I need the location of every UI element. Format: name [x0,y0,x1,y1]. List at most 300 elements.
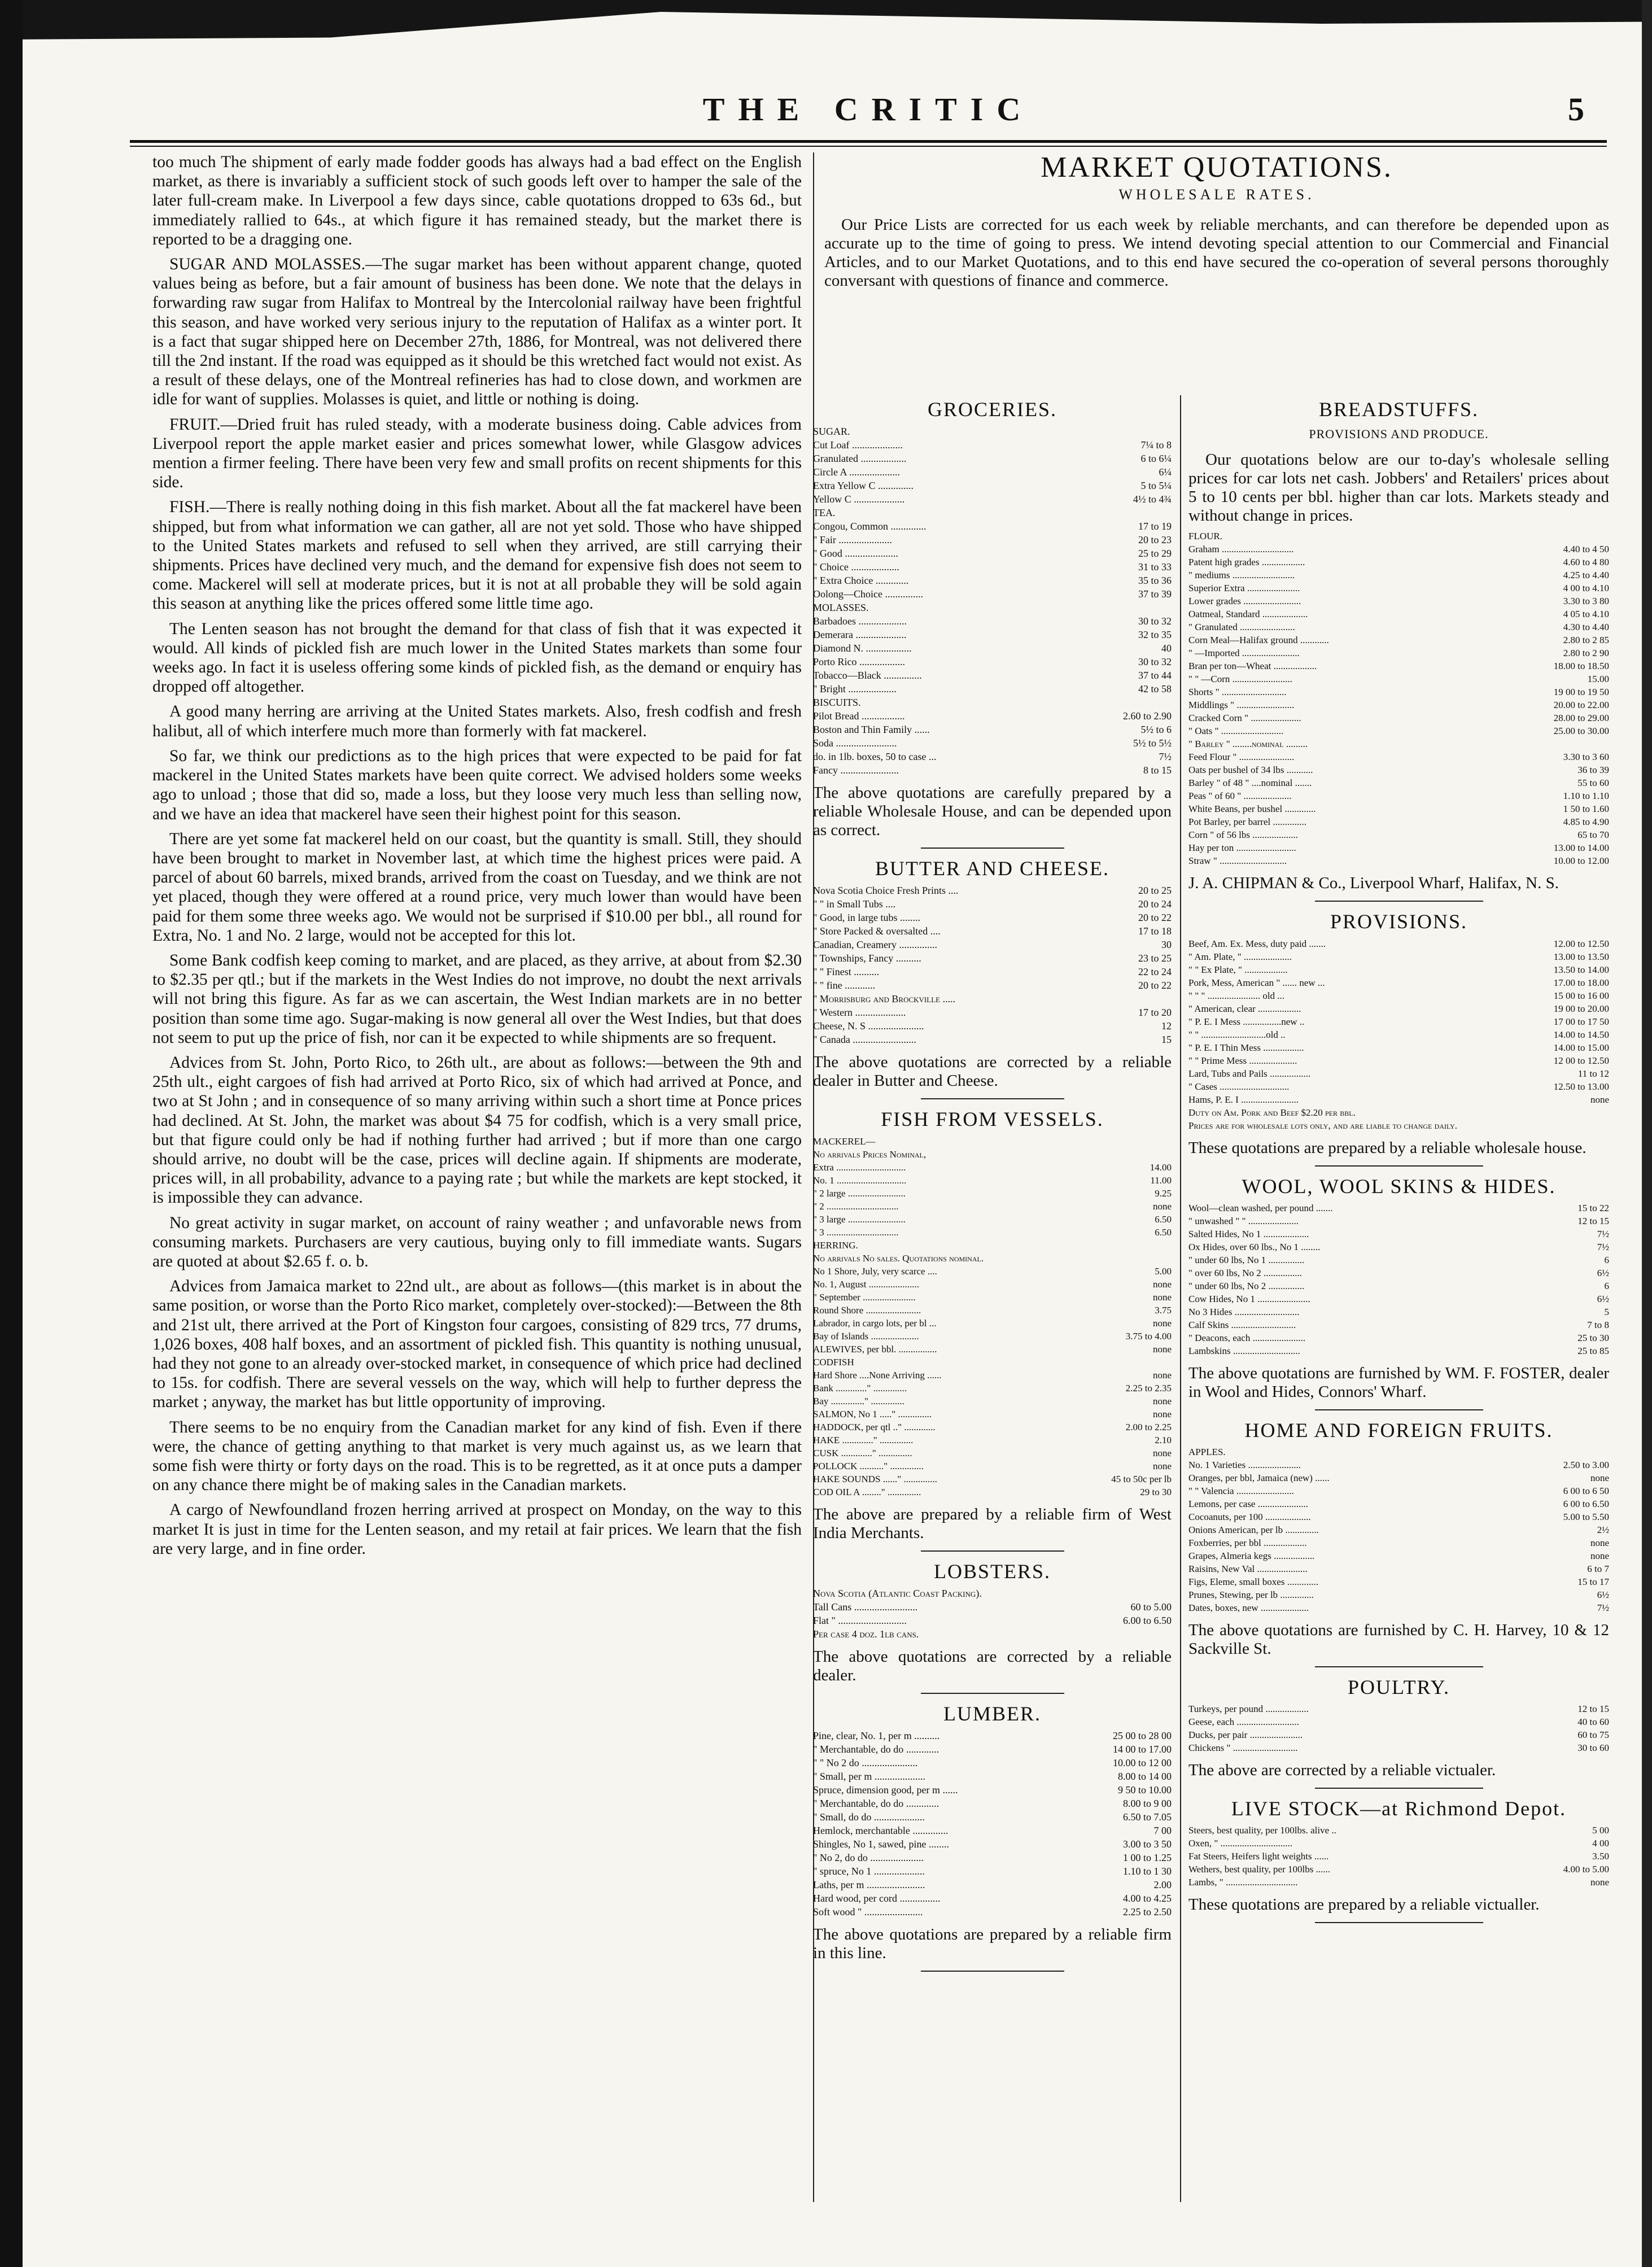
item-price: 6 [1604,1280,1609,1291]
price-row [1188,1106,1609,1119]
item-label: Soft wood " ....................... [813,1906,923,1918]
item-price: none [1152,1291,1172,1303]
lumber-note: The above quotations are prepared by a reliable firm in this line. [813,1925,1172,1963]
price-row [1188,647,1609,659]
item-price: 12.50 to 13.00 [1553,1081,1609,1092]
item-price: 4.40 to 4 50 [1563,544,1609,555]
item-label: Demerara .................... [813,629,907,641]
item-price: 20 to 25 [1138,885,1172,897]
item-price: 11.00 [1150,1174,1172,1186]
scan-edge-right [1642,0,1652,2267]
item-label: HADDOCK, per qtl .." ............. [813,1421,936,1432]
price-row [813,533,1172,547]
item-label: Graham .............................. [1188,544,1294,555]
price-row [1188,1202,1609,1215]
market-title: MARKET QUOTATIONS. [1041,151,1393,184]
price-row [1188,1837,1609,1850]
item-label: Superior Extra ...................... [1188,583,1300,594]
item-label: " P. E. I Thin Mess ................. [1188,1042,1304,1053]
groceries-note: The above quotations are carefully prepared by a reliable Wholesale House, and can be depended upon as correct. [813,784,1172,840]
item-price: 19 00 to 20.00 [1553,1003,1609,1014]
item-price: 20 to 23 [1138,534,1172,546]
breadstuffs-subtitle: PROVISIONS AND PRODUCE. [1309,427,1489,442]
lobsters-note: The above quotations are corrected by a reliable dealer. [813,1647,1172,1684]
price-row [813,1851,1172,1864]
price-row [813,1810,1172,1824]
item-price: 6½ [1597,1293,1609,1304]
price-row [813,465,1172,479]
item-price: 13.00 to 13.50 [1553,951,1609,962]
item-price: 30 [1161,939,1172,951]
price-row [813,1330,1172,1343]
item-price: 40 [1161,643,1172,654]
price-row [813,1252,1172,1265]
section-rule [1315,1409,1483,1410]
wool-section [1188,1174,1609,1410]
item-price: 10.00 to 12 00 [1112,1757,1172,1769]
item-label: Oranges, per bbl, Jamaica (new) ...... [1188,1473,1330,1484]
price-row [1188,608,1609,621]
item-label: " —Imported ........................ [1188,648,1300,659]
item-price: 3.30 to 3 80 [1563,596,1609,607]
price-row [1188,1054,1609,1067]
item-price: 6 to 6¼ [1140,453,1172,465]
item-price: 42 to 58 [1138,683,1172,695]
price-row [813,1278,1172,1291]
price-row [1188,1445,1609,1458]
price-row [1188,582,1609,595]
price-row [1188,750,1609,763]
livestock-section [1188,1799,1609,1923]
article-paragraph: No great activity in sugar market, on account of rainy weather ; and unfavorable news from consuming markets. Purchasers are very cautious, buying only to fill immediate wants. Sugars are quoted at about $2.65 f. o. b. [152,1213,802,1270]
price-row [1188,685,1609,698]
price-row [813,1200,1172,1213]
item-price: 19 00 to 19 50 [1553,687,1609,698]
price-row [813,1265,1172,1278]
price-row [813,1239,1172,1252]
price-row [1188,634,1609,647]
item-label: Lambs, " .............................. [1188,1877,1298,1888]
item-price: 35 to 36 [1138,575,1172,587]
price-row [813,992,1172,1006]
item-label: SALMON, No 1 ....." .............. [813,1408,932,1419]
breadstuffs-section [1188,400,1609,902]
butter-price-table [813,884,1172,1046]
item-label: Shorts " ........................... [1188,687,1287,698]
item-label: Chickens " ........................... [1188,1742,1298,1754]
item-price: 37 to 44 [1138,670,1172,682]
item-price: 3.30 to 3 60 [1563,752,1609,763]
item-price: 2.80 to 2 90 [1563,648,1609,659]
item-label: Fat Steers, Heifers light weights ...... [1188,1851,1329,1862]
item-price: 3.75 to 4.00 [1125,1330,1172,1342]
price-row [813,1824,1172,1837]
price-row [813,425,1172,438]
price-row [813,1770,1172,1783]
item-label: Cheese, N. S ...................... [813,1020,924,1032]
price-row [813,911,1172,924]
item-price: 7 to 8 [1587,1319,1609,1330]
item-price: 5 to 5¼ [1140,480,1172,492]
item-price: 7½ [1159,751,1172,763]
price-row [813,1382,1172,1395]
wool-title: WOOL, WOOL SKINS & HIDES. [1242,1174,1556,1198]
item-label: HAKE SOUNDS ......" .............. [813,1473,937,1484]
item-label: Calf Skins ........................... [1188,1319,1296,1330]
item-price: 17 00 to 17 50 [1553,1016,1609,1027]
groceries-title: GROCERIES. [927,398,1057,421]
item-price: 15 [1161,1034,1172,1046]
item-price: 7 00 [1153,1825,1172,1837]
item-price: 2.25 to 2.50 [1122,1906,1172,1918]
item-label: " P. E. I Mess ................new .. [1188,1016,1305,1027]
item-price: 65 to 70 [1577,829,1609,841]
item-label: Turkeys, per pound .................. [1188,1703,1309,1715]
item-label: Nova Scotia Choice Fresh Prints .... [813,885,959,897]
item-price: 6½ [1597,1267,1609,1278]
price-row [1188,1471,1609,1484]
item-label: Cow Hides, No 1 ...................... [1188,1293,1310,1304]
item-label: Patent high grades .................. [1188,557,1305,568]
item-label: Straw " ............................ [1188,855,1287,867]
item-price: 17 to 19 [1138,521,1172,532]
item-price: 18.00 to 18.50 [1553,661,1609,672]
item-label: " Merchantable, do do ............. [813,1744,939,1755]
price-row [813,938,1172,951]
fruits-note: The above quotations are furnished by C. H. Harvey, 10 & 12 Sackville St. [1188,1621,1609,1658]
item-label: Prices are for wholesale lots only, and are liable to change daily. [1188,1120,1458,1131]
item-price: none [1590,1550,1609,1562]
item-label: MOLASSES. [813,602,869,614]
item-price: 3.75 [1155,1304,1172,1316]
price-row [1188,1215,1609,1228]
item-label: " Choice ................... [813,561,899,573]
item-label: " Am. Plate, " .................... [1188,951,1292,962]
item-price: 25 to 85 [1577,1345,1609,1356]
item-price: 20.00 to 22.00 [1553,700,1609,711]
item-label: Beef, Am. Ex. Mess, duty paid ....... [1188,938,1326,949]
price-row [813,1627,1172,1641]
fruits-section [1188,1418,1609,1667]
item-label: Diamond N. .................. [813,643,912,654]
price-row [1188,1536,1609,1549]
item-label: " Good ..................... [813,548,898,560]
item-label: Nova Scotia (Atlantic Coast Packing). [813,1587,982,1599]
item-label: No arrivals No sales. Quotations nominal. [813,1252,984,1264]
item-label: Figs, Eleme, small boxes ............. [1188,1576,1318,1588]
item-label: FLOUR. [1188,531,1222,542]
item-label: Feed Flour " ....................... [1188,752,1295,763]
quotes-left-subcolumn [813,390,1172,1977]
section-rule [1315,1165,1483,1167]
price-row [813,1864,1172,1878]
item-label: Pilot Bread ................. [813,710,905,722]
item-label: " " ...........................old .. [1188,1029,1286,1040]
price-row [1188,569,1609,582]
item-label: " September ...................... [813,1291,916,1303]
price-row [813,479,1172,492]
item-price: none [1152,1460,1172,1471]
item-label: Extra Yellow C .............. [813,480,914,492]
item-label: Steers, best quality, per 100lbs. alive .. [1188,1825,1336,1836]
item-label: Barbadoes ................... [813,615,907,627]
item-label: POLLOCK .........." .............. [813,1460,924,1471]
item-label: Bay of Islands .................... [813,1330,919,1342]
item-label: Circle A .................... [813,466,900,478]
item-label: " mediums .......................... [1188,570,1295,581]
price-row [813,492,1172,506]
article-paragraph: A cargo of Newfoundland frozen herring arrived at prospect on Monday, on the way to this market It is just in time for the Lenten season, and my retail at fair prices. We learn that the fish are very large, and in fine order. [152,1501,802,1558]
price-row [813,1756,1172,1770]
item-price: 2.00 [1153,1879,1172,1891]
item-label: Hemlock, merchantable .............. [813,1825,949,1837]
item-price: 25 to 30 [1577,1332,1609,1343]
price-row [813,587,1172,601]
item-price: 1 50 to 1.60 [1563,803,1609,815]
price-row [813,709,1172,723]
item-price: 6 [1604,1254,1609,1265]
price-row [1188,1458,1609,1471]
price-row [1188,1549,1609,1562]
item-price: 5½ to 5½ [1133,737,1172,749]
item-price: none [1152,1343,1172,1355]
item-label: Round Shore ....................... [813,1304,921,1316]
price-row [813,1421,1172,1434]
price-row [1188,1824,1609,1837]
butter-note: The above quotations are corrected by a reliable dealer in Butter and Cheese. [813,1053,1172,1090]
price-row [1188,1728,1609,1741]
item-label: Pork, Mess, American " ...... new ... [1188,977,1325,988]
section-rule [921,848,1064,849]
section-rule [1315,1666,1483,1667]
provisions-title: PROVISIONS. [1330,910,1468,933]
price-row [813,884,1172,897]
price-row [1188,737,1609,750]
breadstuffs-price-table [1188,530,1609,867]
item-price: none [1590,1537,1609,1549]
section-rule [1315,1922,1483,1923]
price-row [1188,1510,1609,1523]
item-price: 8 to 15 [1143,765,1172,776]
poultry-note: The above are corrected by a reliable victualer. [1188,1761,1496,1780]
price-row [1188,543,1609,556]
item-label: Shingles, No 1, sawed, pine ........ [813,1838,949,1850]
masthead [130,90,1607,130]
item-label: Pot Barley, per barrel .............. [1188,816,1306,828]
item-label: " " —Corn ......................... [1188,674,1292,685]
item-price: 22 to 24 [1138,966,1172,978]
section-rule [1315,901,1483,902]
item-label: Wool—clean washed, per pound ....... [1188,1202,1333,1213]
price-row [1188,698,1609,711]
item-label: Oxen, " .............................. [1188,1838,1293,1849]
item-label: Barley " of 48 " ....nominal ....... [1188,777,1312,789]
item-label: " " in Small Tubs .... [813,898,896,910]
item-label: " Granulated ....................... [1188,622,1295,633]
price-row [813,1486,1172,1499]
item-price: 13.50 to 14.00 [1553,964,1609,975]
item-price: 6.50 [1155,1226,1172,1238]
price-row [813,1148,1172,1161]
price-row [1188,1702,1609,1715]
item-label: Geese, each .......................... [1188,1716,1299,1728]
item-price: 4½ to 4¾ [1133,493,1172,505]
item-price: 23 to 25 [1138,953,1172,964]
item-label: Hard wood, per cord ................ [813,1893,941,1905]
article-paragraph: There seems to be no enquiry from the Canadian market for any kind of fish. Even if there were, the chance of getting anything to that market is very much against us, as we learn that some fish were thirty or forty days on the road. This is to be regretted, as it at once puts a damper on any chance there might be of making sales in the Canadian markets. [152,1418,802,1495]
item-label: " " Prime Mess .................... [1188,1055,1297,1066]
market-quotations [824,152,1609,295]
item-label: Laths, per m ....................... [813,1879,925,1891]
price-row [813,601,1172,614]
item-price: 2.25 to 2.35 [1125,1382,1172,1394]
item-price: none [1590,1877,1609,1888]
item-label: Soda ........................ [813,737,897,749]
item-price: 36 to 39 [1577,765,1609,776]
item-price: 7½ [1597,1602,1609,1614]
item-price: 30 to 60 [1577,1742,1609,1754]
item-price: 8.00 to 14 00 [1117,1771,1172,1783]
item-price: 14.00 [1150,1161,1172,1173]
groceries-price-table [813,425,1172,777]
price-row [1188,1344,1609,1357]
item-label: " American, clear .................. [1188,1003,1301,1014]
price-row [813,696,1172,709]
price-row [1188,1318,1609,1331]
item-label: " Deacons, each ...................... [1188,1332,1306,1343]
fish-price-table [813,1135,1172,1499]
item-price: 20 to 22 [1138,980,1172,991]
item-label: Grapes, Almeria kegs ................. [1188,1550,1315,1562]
item-label: Oolong—Choice ............... [813,588,923,600]
article-paragraph: FRUIT.—Dried fruit has ruled steady, with a moderate business doing. Cable advices from Liverpool report the apple market easier and prices somewhat lower, while Glasgow advices mention a firmer feeling. There have been very few and small profits on recent shipments for this side. [152,415,802,492]
item-price: 5½ to 6 [1140,724,1172,736]
price-row [813,614,1172,628]
item-label: Fancy ....................... [813,765,899,776]
item-price: 14.00 to 15.00 [1553,1042,1609,1053]
article-paragraph: There are yet some fat mackerel held on our coast, but the quantity is small. Still, they should have been brought to market in November last, at which time the highest prices were paid. A parcel of about 60 barrels, mixed brands, arrived from the coast on Tuesday, and we think are not yet placed, though they were offered at a round price, very much lower than would have been paid for them some three weeks ago. We would not be surprised if $10.00 per bbl., all round for Extra, No. 1 and No. 2 large, would not be accepted for this lot. [152,829,802,945]
lobsters-price-table [813,1587,1172,1641]
price-row [1188,963,1609,976]
item-label: HERRING. [813,1239,858,1251]
poultry-section [1188,1678,1609,1789]
price-row [813,723,1172,736]
item-price: 11 to 12 [1577,1068,1609,1079]
price-row [813,574,1172,587]
item-price: 4.60 to 4 80 [1563,557,1609,568]
item-label: Cocoanuts, per 100 ................... [1188,1512,1311,1523]
lobsters-title: LOBSTERS. [933,1560,1051,1583]
article-paragraph: A good many herring are arriving at the United States markets. Also, fresh codfish and fresh halibut, all of which interfere much more than formerly with fat mackerel. [152,702,802,740]
price-row [1188,828,1609,841]
item-label: SUGAR. [813,426,850,438]
item-label: Oatmeal, Standard ................... [1188,609,1308,620]
item-price: 4.00 to 5.00 [1563,1864,1609,1875]
price-row [1188,1876,1609,1889]
poultry-title: POULTRY. [1347,1676,1450,1699]
item-price: 55 to 60 [1577,777,1609,789]
item-price: 4 00 to 4.10 [1563,583,1609,594]
price-row [813,1187,1172,1200]
item-label: Foxberries, per bbl .................. [1188,1537,1307,1549]
item-label: " under 60 lbs, No 2 ............... [1188,1280,1305,1291]
price-row [1188,1119,1609,1132]
item-label: Middlings " ........................ [1188,700,1295,711]
item-price: 28.00 to 29.00 [1553,713,1609,724]
item-label: Prunes, Stewing, per lb .............. [1188,1589,1314,1601]
page-number: 5 [1568,91,1584,128]
price-row [1188,1266,1609,1279]
price-row [813,1600,1172,1614]
item-price: 37 to 39 [1138,588,1172,600]
item-price: 5 [1604,1306,1609,1317]
price-row [813,1356,1172,1369]
price-row [813,1317,1172,1330]
item-label: " 2 .............................. [813,1200,899,1212]
section-rule [921,1098,1064,1099]
item-price: 1.10 to 1.10 [1563,790,1609,802]
price-row [813,1742,1172,1756]
lumber-section [813,1704,1172,1972]
price-row [813,655,1172,669]
price-row [1188,1041,1609,1054]
masthead-title: THE CRITIC [702,91,1034,128]
item-label: " " Valencia ........................ [1188,1486,1294,1497]
price-row [813,1892,1172,1905]
price-row [1188,854,1609,867]
price-row [1188,1331,1609,1344]
market-subtitle: WHOLESALE RATES. [1118,186,1315,203]
price-row [813,897,1172,911]
item-label: CODFISH [813,1356,854,1368]
item-label: Lambskins ............................ [1188,1345,1300,1356]
item-price: 2.10 [1155,1434,1172,1445]
item-price: 25 00 to 28 00 [1112,1730,1172,1742]
price-row [813,1614,1172,1627]
item-price: 5.00 to 5.50 [1563,1512,1609,1523]
item-label: Wethers, best quality, per 100lbs ...... [1188,1864,1331,1875]
price-row [813,1019,1172,1033]
item-price: none [1152,1408,1172,1419]
item-price: 31 to 33 [1138,561,1172,573]
item-price: 4.85 to 4.90 [1563,816,1609,828]
item-label: No 3 Hides ........................... [1188,1306,1300,1317]
price-row [813,736,1172,750]
price-row [1188,976,1609,989]
item-price: 15 00 to 16 00 [1553,990,1609,1001]
item-label: No 1 Shore, July, very scarce .... [813,1265,937,1277]
item-price: 4 00 [1592,1838,1609,1849]
item-label: do. in 1lb. boxes, 50 to case ... [813,751,937,763]
item-label: Labrador, in cargo lots, per bl ... [813,1317,937,1329]
price-row [813,1783,1172,1797]
item-label: Spruce, dimension good, per m ...... [813,1784,958,1796]
item-label: Hard Shore ....None Arriving ...... [813,1369,942,1381]
price-row [813,1369,1172,1382]
item-label: Bay .............." .............. [813,1395,904,1406]
item-label: Oats per bushel of 34 lbs ........... [1188,765,1313,776]
price-row [1188,989,1609,1002]
price-row [813,1905,1172,1919]
fish-note: The above are prepared by a reliable firm of West India Merchants. [813,1505,1172,1542]
provisions-note: These quotations are prepared by a reliable wholesale house. [1188,1138,1587,1157]
masthead-rule [130,140,1607,147]
item-label: TEA. [813,507,836,519]
item-price: 1 00 to 1.25 [1122,1852,1172,1864]
price-row [1188,1305,1609,1318]
item-label: Lower grades ........................ [1188,596,1301,607]
price-row [813,1473,1172,1486]
